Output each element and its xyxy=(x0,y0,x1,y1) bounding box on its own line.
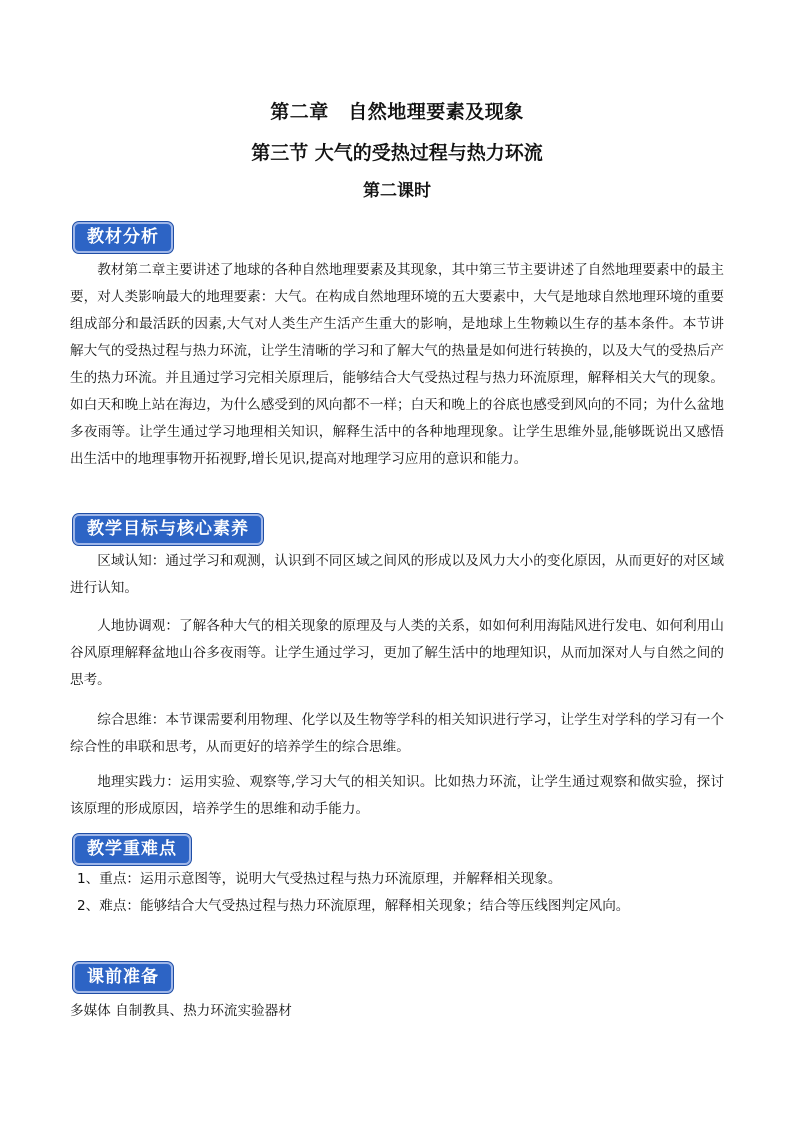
preparation-badge: 课前准备 xyxy=(73,962,173,993)
lesson-title: 第二课时 xyxy=(363,181,431,201)
objective-human-land: 人地协调观：了解各种大气的相关现象的原理及与人类的关系，如如何利用海陆风进行发电、如何利用山谷风原理解释盆地山谷多夜雨等。让学生通过学习，更加了解生活中的地理知识，从而加深对人与自然之间的思考。 xyxy=(70,618,724,688)
analysis-badge: 教材分析 xyxy=(73,222,173,253)
analysis-text: 教材第二章主要讲述了地球的各种自然地理要素及其现象，其中第三节主要讲述了自然地理要素中的最主要，对人类影响最大的地理要素：大气。在构成自然地理环境的五大要素中，大气是地球自然地理环境的重要组成部分和最活跃的因素,大气对人类生产生活产生重大的影响，是地球上生物赖以生存的基本条件。本节讲解大气的受热过程与热力环流，让学生清晰的学习和了解大气的热量是如何进行转换的，以及大气的受热后产生的热力环流。并且通过学习完相关原理后，能够结合大气受热过程与热力环流原理，解释相关大气的现象。如白天和晚上站在海边，为什么感受到的风向都不一样；白天和晚上的谷底也感受到风向的不同；为什么盆地多夜雨等。让学生通过学习地理相关知识，解释生活中的各种地理现象。让学生思维外显,能够既说出又感悟出生活中的地理事物开拓视野,增长见识,提高对地理学习应用的意识和能力。 xyxy=(70,262,724,467)
objective-synthesis: 综合思维：本节课需要利用物理、化学以及生物等学科的相关知识进行学习，让学生对学科的学习有一个综合性的串联和思考，从而更好的培养学生的综合思维。 xyxy=(70,712,724,755)
keypoint-difficulty: 2、难点：能够结合大气受热过程与热力环流原理，解释相关现象；结合等压线图判定风向。 xyxy=(77,898,630,914)
objective-practice: 地理实践力：运用实验、观察等,学习大气的相关知识。比如热力环流，让学生通过观察和做实验，探讨该原理的形成原因，培养学生的思维和动手能力。 xyxy=(70,774,724,817)
objectives-badge: 教学目标与核心素养 xyxy=(73,514,263,545)
section-title: 第三节 大气的受热过程与热力环流 xyxy=(251,142,543,164)
objective-regional: 区域认知：通过学习和观测，认识到不同区域之间风的形成以及风力大小的变化原因，从而更好的对区域进行认知。 xyxy=(70,553,724,596)
preparation-text: 多媒体 自制教具、热力环流实验器材 xyxy=(70,1003,292,1019)
chapter-title: 第二章 自然地理要素及现象 xyxy=(270,101,524,123)
keypoint-focus: 1、重点：运用示意图等，说明大气受热过程与热力环流原理，并解释相关现象。 xyxy=(77,871,562,887)
keypoints-badge: 教学重难点 xyxy=(73,834,191,865)
